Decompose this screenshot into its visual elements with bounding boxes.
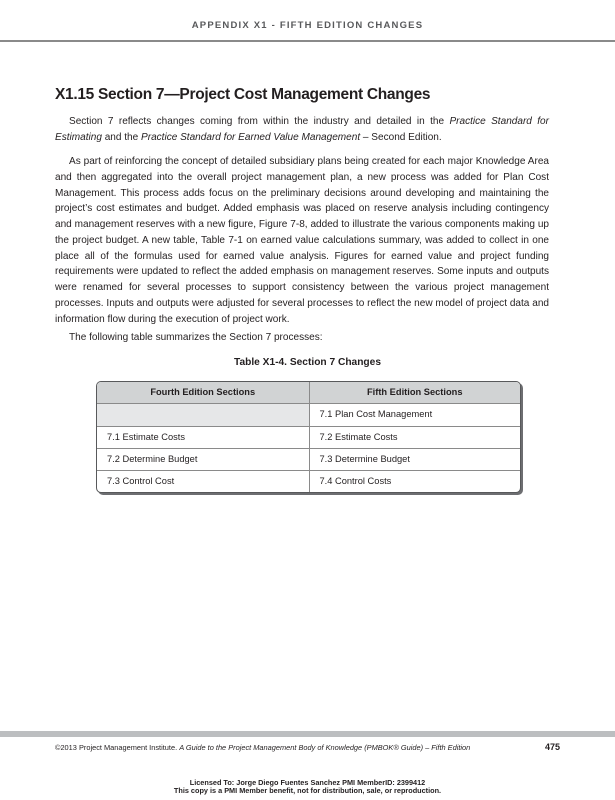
- table-header-fourth-edition: Fourth Edition Sections: [150, 387, 256, 397]
- table-cell: 7.4 Control Costs: [309, 471, 521, 492]
- practice-standard-estimating-title: Practice Standard for Estimating: [55, 116, 549, 143]
- paragraph-intro-text-2: and the: [101, 131, 142, 143]
- table-cell: 7.1 Estimate Costs: [107, 431, 186, 442]
- table-cell: 7.2 Estimate Costs: [309, 427, 521, 448]
- paragraph-intro-text-3: – Second Edition.: [360, 131, 442, 143]
- license-line-1: Licensed To: Jorge Diego Fuentes Sanchez PMI MemberID: 2399412: [189, 778, 426, 787]
- footer-citation: [55, 743, 470, 752]
- license-notice: [0, 779, 615, 796]
- table-header-row: [97, 382, 520, 403]
- table-header-fifth-edition: Fifth Edition Sections: [309, 382, 521, 403]
- table-row: [97, 448, 520, 470]
- page-number: 475: [544, 742, 560, 752]
- footer-copyright: ©2013 Project Management Institute.: [55, 743, 178, 752]
- table-cell: 7.1 Plan Cost Management: [309, 404, 521, 425]
- paragraph-intro: [55, 114, 549, 146]
- table-cell: 7.2 Determine Budget: [107, 453, 198, 464]
- footer-bar: [0, 731, 615, 737]
- table-cell: 7.3 Control Cost: [107, 476, 175, 487]
- running-header: APPENDIX X1 - FIFTH EDITION CHANGES: [191, 20, 424, 31]
- paragraph-table-intro: The following table summarizes the Section 7 processes:: [69, 332, 323, 343]
- header-divider: [0, 40, 615, 42]
- practice-standard-evm-title: Practice Standard for Earned Value Management: [141, 131, 361, 143]
- license-line-2: This copy is a PMI Member benefit, not for distribution, sale, or reproduction.: [173, 786, 442, 796]
- table-cell: 7.3 Determine Budget: [309, 449, 521, 470]
- table-cell: [97, 404, 309, 425]
- paragraph-intro-text-1: Section 7 reflects changes coming from within the industry and detailed in the: [69, 116, 450, 127]
- table-row: [97, 470, 520, 492]
- footer-book-title: A Guide to the Project Management Body of Knowledge (PMBOK® Guide) – Fifth Edition: [179, 743, 471, 752]
- table-row: [97, 426, 520, 448]
- table-caption: Table X1-4. Section 7 Changes: [233, 357, 381, 368]
- paragraph-body: As part of reinforcing the concept of detailed subsidiary plans being created for each major Knowledge Area and then aggregated into the overall project management plan, a new process was added for Plan Cost Management. This process adds focus on the preliminary decisions around developing and maintaining the project’s cost estimates and budget. Added emphasis was placed on reserve analysis including contingency and management reserves with a new figure, Figure 7-8, added to illustrate the various components making up the project budget. A new table, Table 7-1 on earned value calculations summary, was added to collect in one place all of the formulas used for earned value analysis. Figures for earned value and project funding requirements were updated to reflect the added emphasis on management reserves. Some inputs and outputs were renamed for several processes to support consistency between the various project management processes. Inputs and outputs were adjusted for several processes to reflect the new model of project data and information flow during the execution of project work.: [55, 156, 549, 325]
- section-title: X1.15 Section 7—Project Cost Management Changes: [55, 86, 431, 103]
- table-row: [97, 403, 520, 425]
- section-changes-table: [96, 381, 521, 493]
